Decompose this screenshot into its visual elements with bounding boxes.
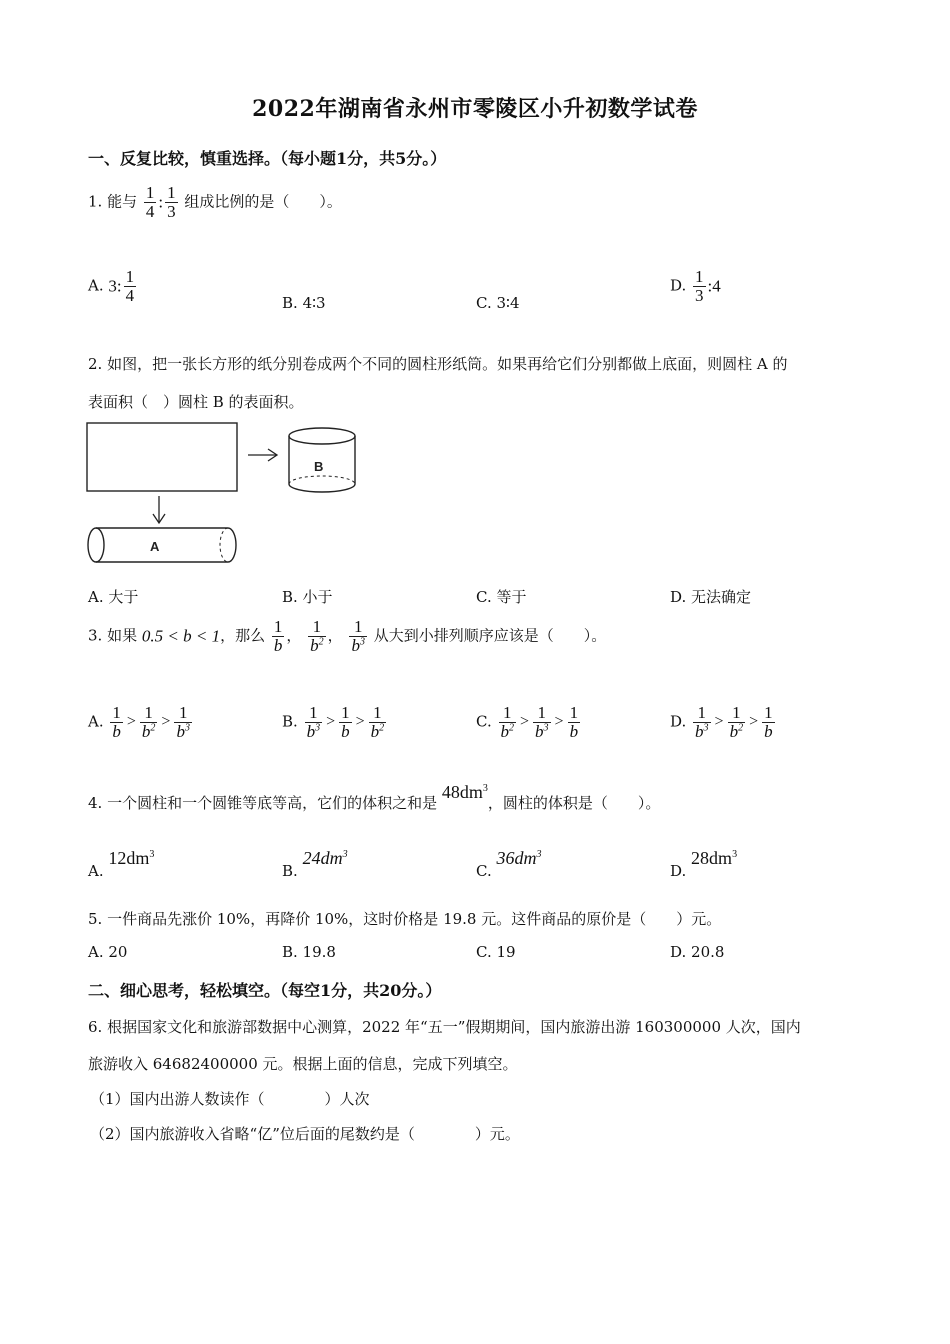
question-6-line-1: 6. 根据国家文化和旅游部数据中心测算，2022 年“五一”假期期间，国内旅游出游 160300000 人次，国内	[88, 1018, 801, 1036]
q5-option-a[interactable]: A. 20	[88, 943, 128, 961]
question-6-sub-2[interactable]: （2）国内旅游收入省略“亿”位后面的尾数约是（ ）元。	[90, 1125, 520, 1143]
q1-option-d[interactable]: D. $\frac{1}{3}$ :4	[670, 267, 721, 305]
q5-option-c[interactable]: C. 19	[476, 943, 516, 961]
question-2-line-1: 2. 如图，把一张长方形的纸分别卷成两个不同的圆柱形纸筒。如果再给它们分别都做上底面，则圆柱 A 的	[88, 355, 788, 373]
q2-option-c[interactable]: C. 等于	[476, 588, 527, 606]
q2-option-d[interactable]: D. 无法确定	[670, 588, 752, 606]
paper-roll-figure	[80, 418, 370, 568]
fraction-one-quarter: $\frac{1}{4}$	[145, 183, 155, 221]
question-6-sub-1[interactable]: （1）国内出游人数读作（ ）人次	[90, 1090, 370, 1108]
q1-option-a[interactable]: A. 3: $\frac{1}{4}$	[88, 267, 135, 305]
frac-1-over-b2: $\frac{1}{b^2}$	[310, 617, 324, 655]
q3-option-a[interactable]: A. $\frac{1}{b}$ > $\frac{1}{b^2}$ > $\frac{1}{b^3}$	[88, 703, 190, 741]
volume-sum-value: $48dm^3$	[441, 782, 488, 802]
q4-option-b[interactable]: B. $24dm^3$	[282, 848, 348, 880]
question-1-prefix: 1. 能与	[88, 192, 138, 211]
q1-option-b[interactable]: B. 4∶3	[282, 294, 326, 312]
section-heading-choice: 一、反复比较，慎重选择。（每小题1分，共5分。）	[88, 149, 447, 168]
frac-1-over-b: $\frac{1}{b}$	[273, 617, 283, 655]
question-1	[88, 184, 342, 221]
q4-option-c[interactable]: C. $36dm^3$	[476, 848, 542, 880]
q3-option-d[interactable]: D. $\frac{1}{b^3}$ > $\frac{1}{b^2}$ > $\frac{1}{b}$	[670, 703, 773, 741]
q3-option-b[interactable]: B. $\frac{1}{b^3}$ > $\frac{1}{b}$ > $\frac{1}{b^2}$	[282, 703, 385, 741]
page-title: 2022年湖南省永州市零陵区小升初数学试卷	[252, 96, 698, 122]
cylinder-b-label: B	[314, 459, 324, 474]
q3-option-c[interactable]: C. $\frac{1}{b^2}$ > $\frac{1}{b^3}$ > $\frac{1}{b}$	[476, 703, 579, 741]
cylinder-a-label: A	[150, 539, 160, 554]
question-5: 5. 一件商品先涨价 10%，再降价 10%，这时价格是 19.8 元。这件商品的原价是（ ）元。	[88, 910, 722, 928]
q1-option-c[interactable]: C. 3∶4	[476, 294, 520, 312]
question-4: 4. 一个圆柱和一个圆锥等底等高，它们的体积之和是 $48dm^3$，圆柱的体积是（ ）。	[88, 782, 661, 812]
question-1-suffix: 组成比例的是（ ）。	[184, 192, 342, 211]
condition-inequality: 0.5 < b < 1	[141, 626, 221, 646]
q4-option-a[interactable]: A. $12dm^3$	[88, 848, 155, 880]
q2-option-b[interactable]: B. 小于	[282, 588, 333, 606]
q2-option-a[interactable]: A. 大于	[88, 588, 139, 606]
section-heading-fill-blank: 二、细心思考，轻松填空。（每空1分，共20分。）	[88, 981, 442, 1000]
question-6-line-2: 旅游收入 64682400000 元。根据上面的信息，完成下列填空。	[88, 1055, 518, 1073]
q5-option-b[interactable]: B. 19.8	[282, 943, 336, 961]
frac-1-over-b3: $\frac{1}{b^3}$	[351, 617, 365, 655]
question-2-line-2: 表面积（ ）圆柱 B 的表面积。	[88, 393, 304, 411]
paper-rectangle	[87, 423, 237, 491]
ratio-colon: :	[158, 192, 164, 212]
question-3: 3. 如果 0.5 < b < 1，那么 $\frac{1}{b}$ ， $\frac{1}{b^2}$ ， $\frac{1}{b^3}$ 从大到小排列顺序应该是（ ）。	[88, 617, 607, 655]
fraction-one-third: $\frac{1}{3}$	[167, 183, 176, 221]
q4-option-d[interactable]: D. $28dm^3$	[670, 848, 738, 880]
q5-option-d[interactable]: D. 20.8	[670, 943, 725, 961]
